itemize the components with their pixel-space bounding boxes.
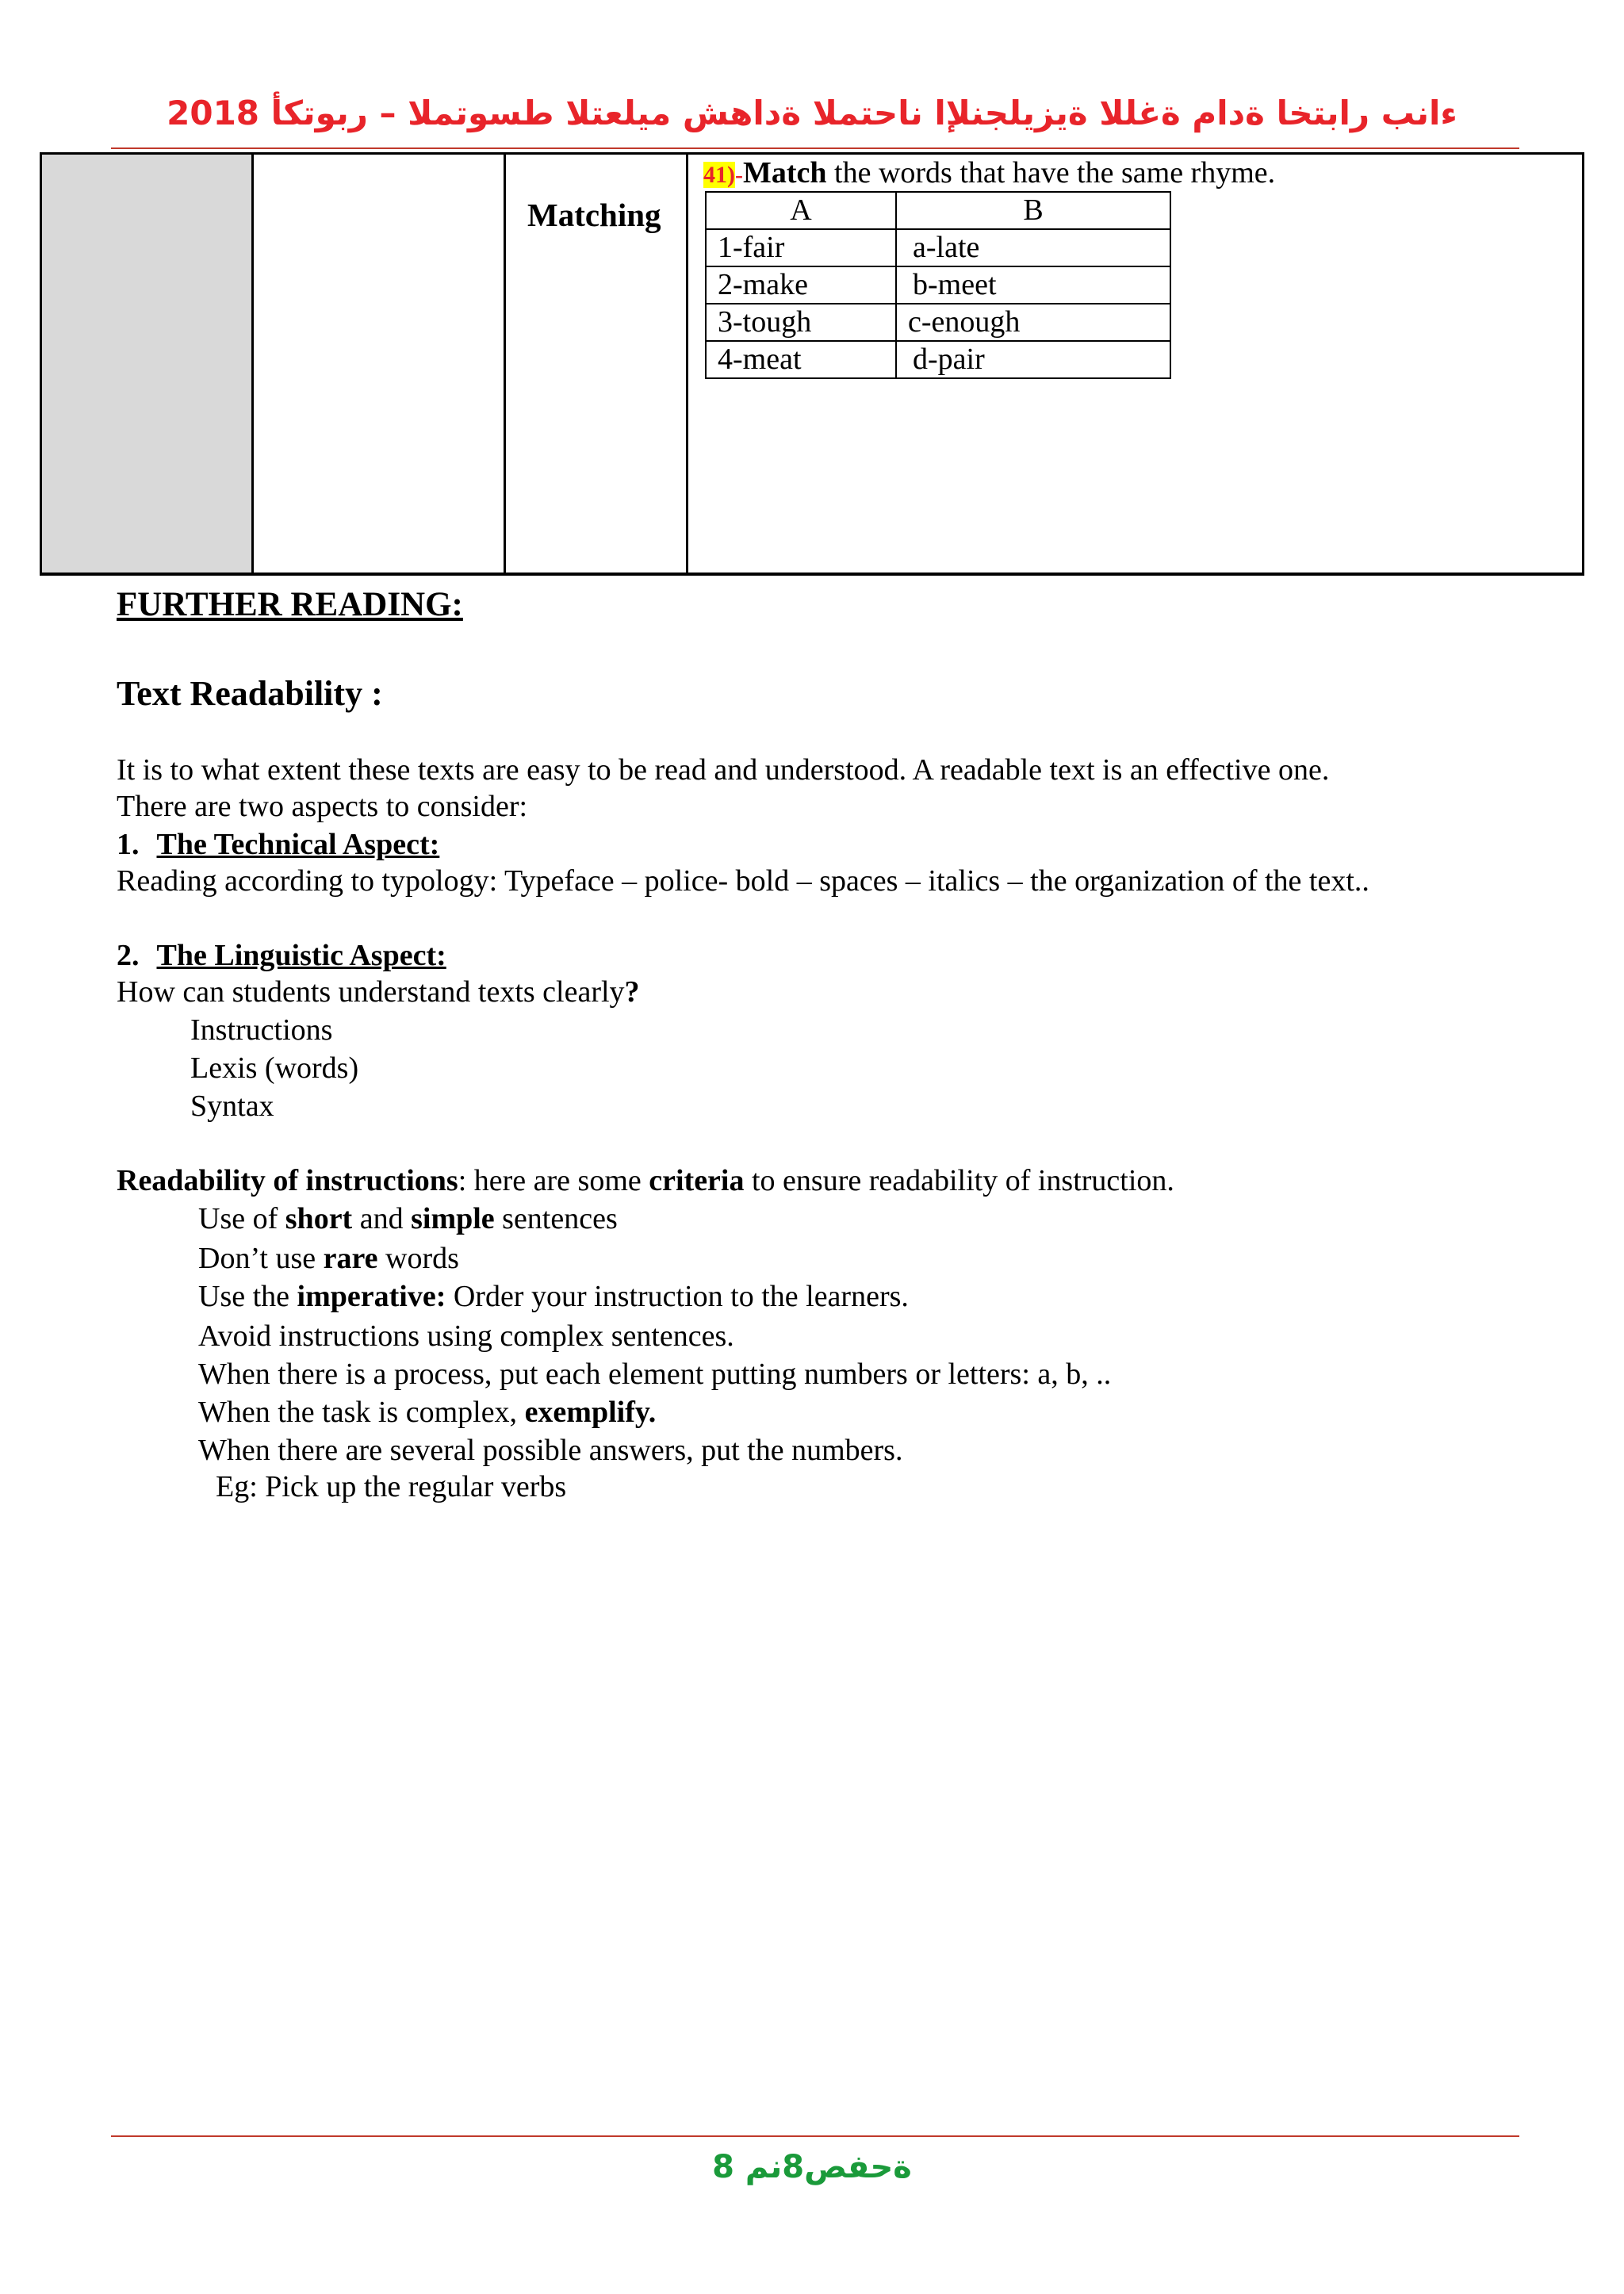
aspect-1-text: Reading according to typology: Typeface – police- bold – spaces – italics – the organization of the text.. (117, 864, 1369, 898)
aspect-2-title: The Linguistic Aspect: (156, 939, 446, 972)
table-row (706, 341, 1170, 378)
list-item: Instructions (190, 1013, 333, 1047)
bold-term: imperative: (297, 1280, 446, 1313)
exercise-dash: - (735, 162, 743, 188)
bold-term: Readability of instructions (117, 1164, 458, 1197)
text-segment: and (352, 1202, 412, 1235)
text-segment: Don’t use (198, 1242, 324, 1275)
text-segment: Use of (198, 1202, 285, 1235)
instructions-readability-line (117, 1162, 1174, 1199)
table-cell: 3-tough (706, 304, 896, 341)
column-divider (251, 155, 254, 573)
table-cell: d-pair (896, 341, 1170, 378)
criteria-item (198, 1201, 618, 1237)
table-cell: 1-fair (706, 229, 896, 266)
table-cell: 2-make (706, 266, 896, 304)
aspect-2-heading (117, 937, 446, 974)
exercise-table (40, 152, 1584, 576)
text-readability-heading: Text Readability : (117, 674, 383, 713)
list-item: Syntax (190, 1090, 274, 1123)
grey-column (42, 155, 251, 573)
table-row (706, 229, 1170, 266)
table-cell: a-late (896, 229, 1170, 266)
column-header-b: B (896, 192, 1170, 229)
criteria-item (198, 1394, 656, 1430)
criteria-item: Avoid instructions using complex sentences. (198, 1319, 734, 1353)
list-item: Lexis (words) (190, 1051, 359, 1085)
aspect-1-heading (117, 826, 439, 863)
text-segment: Order your instruction to the learners. (446, 1280, 909, 1313)
column-header-a: A (706, 192, 896, 229)
bold-term: criteria (649, 1164, 745, 1197)
table-row (706, 266, 1170, 304)
intro-paragraph-line: There are two aspects to consider: (117, 790, 528, 823)
bold-term: simple (411, 1202, 495, 1235)
criteria-item (198, 1240, 459, 1277)
text-segment: Use the (198, 1280, 297, 1313)
example-line: Eg: Pick up the regular verbs (216, 1470, 567, 1503)
aspect-2-number: 2. (117, 939, 140, 972)
table-cell: 4-meat (706, 341, 896, 378)
text-segment: to ensure readability of instruction. (744, 1164, 1174, 1197)
bold-term: exemplify. (524, 1396, 657, 1429)
exercise-verb: Match (743, 156, 827, 190)
column-divider (686, 155, 688, 573)
text-segment: When the task is complex, (198, 1396, 525, 1429)
criteria-item: When there are several possible answers, put the numbers. (198, 1434, 903, 1467)
table-row (706, 304, 1170, 341)
header-rule (111, 147, 1519, 149)
aspect-2-question-text: How can students understand texts clearly (117, 975, 625, 1009)
footer-rule (111, 2135, 1519, 2137)
text-segment: : here are some (458, 1164, 649, 1197)
bold-term: rare (323, 1242, 378, 1275)
aspect-1-title: The Technical Aspect: (156, 828, 440, 861)
question-mark: ? (624, 975, 640, 1009)
page-number: ةحفص8نم 8 (712, 2149, 912, 2185)
exercise-instruction (703, 155, 1275, 193)
aspect-2-question (117, 974, 640, 1010)
header-title: ءانب رابتخا ةدام ةغللا ةيزيلجنلإا ناحتملا ةداهش ميلعتلا طسوتملا – ربوتكأ 2018 (167, 94, 1457, 132)
text-segment: sentences (494, 1202, 618, 1235)
bold-term: short (285, 1202, 353, 1235)
table-header-row (706, 192, 1170, 229)
aspect-1-number: 1. (117, 828, 140, 861)
exercise-type-label: Matching (527, 197, 661, 233)
table-cell: b-meet (896, 266, 1170, 304)
column-divider (504, 155, 506, 573)
criteria-item: When there is a process, put each element putting numbers or letters: a, b, .. (198, 1358, 1112, 1391)
further-reading-heading: FURTHER READING: (117, 586, 463, 623)
exercise-number: 41) (703, 162, 735, 188)
exercise-instruction-text: the words that have the same rhyme. (826, 156, 1276, 190)
matching-table (705, 191, 1171, 379)
text-segment: words (377, 1242, 459, 1275)
table-cell: c-enough (896, 304, 1170, 341)
criteria-item (198, 1278, 909, 1315)
intro-paragraph-line: It is to what extent these texts are easy to be read and understood. A readable text is an effective one. (117, 753, 1330, 787)
